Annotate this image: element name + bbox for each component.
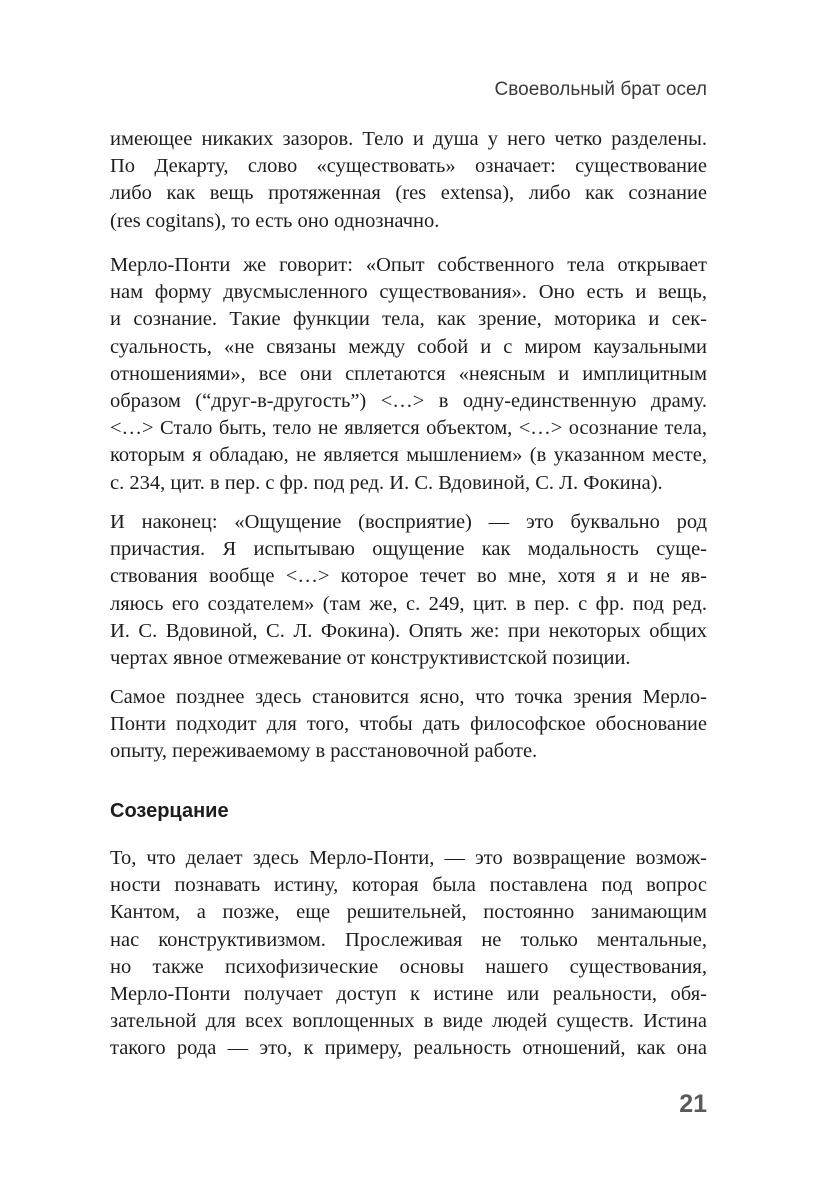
running-head: Своевольный брат осел (494, 79, 707, 100)
paragraph-4 (110, 684, 707, 766)
paragraph-3 (110, 509, 707, 672)
text-line: <…> Стало быть, тело не является объектом, <…> осознание тела, (110, 417, 707, 440)
text-line: (res cogitans), то есть оно однозначно. (110, 209, 440, 232)
text-line: такого рода — это, к примеру, реальность отношений, как она (110, 1037, 707, 1060)
text-line: но также психофизические основы нашего существования, (110, 955, 707, 978)
paragraph-2 (110, 252, 707, 497)
section-heading: Созерцание (110, 800, 229, 822)
text-line: ляюсь его создателем» (там же, с. 249, цит. в пер. с фр. под ред. (110, 592, 707, 615)
text-line: и сознание. Такие функции тела, как зрение, моторика и сек- (110, 308, 707, 331)
text-line: Кантом, а позже, еще решительней, постоянно занимающим (110, 901, 707, 924)
text-line: И. С. Вдовиной, С. Л. Фокина). Опять же: при некоторых общих (110, 619, 707, 642)
text-line: ности познавать истину, которая была поставлена под вопрос (110, 874, 707, 897)
text-line: опыту, переживаемому в расстановочной работе. (110, 740, 538, 763)
text-line: То, что делает здесь Мерло-Понти, — это возвращение возмож- (110, 847, 707, 869)
page-number: 21 (679, 1090, 707, 1118)
text-line: нам форму двусмысленного существования». Оно есть и вещь, (110, 281, 707, 304)
text-line: которым я обладаю, не является мышлением» (в указанном месте, (110, 444, 707, 467)
text-line: зательной для всех воплощенных в виде людей существ. Истина (110, 1010, 707, 1033)
text-line: ствования вообще <…> которое течет во мне, хотя я и не яв- (110, 565, 707, 588)
text-line: Мерло-Понти же говорит: «Опыт собственного тела открывает (110, 254, 707, 276)
text-line: имеющее никаких зазоров. Тело и душа у него четко разделены. (110, 128, 707, 150)
text-line: Понти подходит для того, чтобы дать философское обоснование (110, 713, 707, 736)
text-line: Мерло-Понти получает доступ к истине или реальности, обя- (110, 982, 707, 1005)
text-line: образом (“друг-в-другость”) <…> в одну-единственную драму. (110, 389, 707, 412)
text-line: с. 234, цит. в пер. с фр. под ред. И. С. Вдовиной, С. Л. Фокина). (110, 471, 663, 494)
text-line: причастия. Я испытываю ощущение как модальность суще- (110, 538, 707, 561)
text-line: отношениями», все они сплетаются «неясным и имплицитным (110, 362, 707, 385)
text-line: нас конструктивизмом. Прослеживая не только ментальные, (110, 928, 707, 951)
text-line: чертах явное отмежевание от конструктивистской позиции. (110, 646, 631, 669)
text-line: либо как вещь протяженная (res extensa), либо как сознание (110, 182, 707, 205)
text-line: Самое позднее здесь становится ясно, что точка зрения Мерло- (110, 686, 707, 708)
text-line: И наконец: «Ощущение (восприятие) — это буквально род (110, 511, 707, 533)
text-line: По Декарту, слово «существовать» означает: существование (110, 155, 707, 178)
paragraph-1 (110, 126, 707, 235)
section-paragraph (110, 845, 707, 1063)
text-line: суальность, «не связаны между собой и с миром каузальными (110, 335, 707, 358)
